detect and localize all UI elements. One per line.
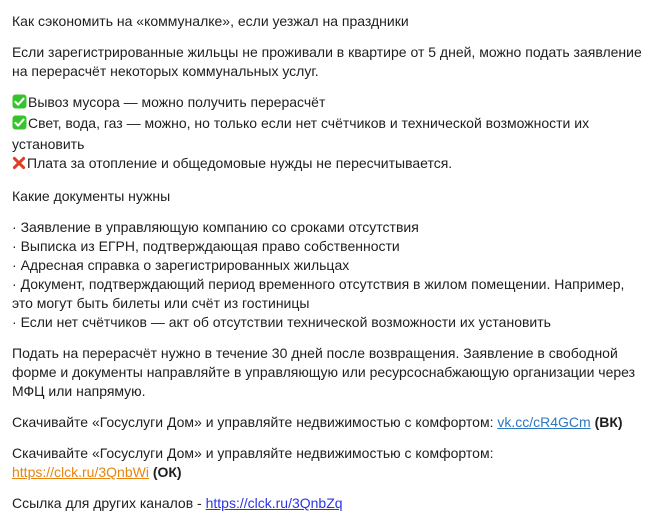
list-item-text: Адресная справка о зарегистрированных жильцах bbox=[20, 257, 350, 273]
checklist-item-text: Свет, вода, газ — можно, но только если нет счётчиков и технической возможности их установить bbox=[12, 115, 590, 152]
other-channels-line bbox=[12, 494, 647, 513]
bullet-dot: · bbox=[12, 238, 17, 254]
bullet-dot: · bbox=[12, 219, 17, 235]
deadline-paragraph: Подать на перерасчёт нужно в течение 30 дней после возвращения. Заявление в свободной форме и документы направляйте в управляющую или ресурсоснабжающую организации через МФЦ или напрямую. bbox=[12, 345, 636, 399]
post-title: Как сэкономить на «коммуналке», если уезжал на праздники bbox=[12, 13, 409, 29]
other-channels-text: Ссылка для других каналов - bbox=[12, 495, 202, 511]
ok-link[interactable]: https://clck.ru/3QnbWi bbox=[12, 464, 149, 480]
list-item-text: Если нет счётчиков — акт об отсутствии технической возможности их установить bbox=[20, 314, 551, 330]
docs-list bbox=[12, 218, 647, 332]
vk-label: (ВК) bbox=[594, 414, 623, 430]
bullet-dot: · bbox=[12, 257, 17, 273]
recalc-checklist bbox=[12, 93, 647, 175]
check-icon bbox=[12, 115, 27, 135]
list-item bbox=[12, 237, 647, 256]
checklist-item bbox=[12, 93, 647, 114]
list-item bbox=[12, 275, 647, 313]
bullet-dot: · bbox=[12, 314, 17, 330]
list-item bbox=[12, 256, 647, 275]
checklist-item-text: Плата за отопление и общедомовые нужды не пересчитывается. bbox=[27, 155, 453, 171]
bullet-dot: · bbox=[12, 276, 17, 292]
checklist-item bbox=[12, 154, 647, 175]
list-item-text: Выписка из ЕГРН, подтверждающая право собственности bbox=[20, 238, 400, 254]
vk-link[interactable]: vk.cc/cR4GCm bbox=[497, 414, 591, 430]
checklist-item bbox=[12, 114, 647, 154]
ok-label: (ОК) bbox=[152, 464, 182, 480]
promo-ok-line bbox=[12, 444, 647, 482]
checklist-item-text: Вывоз мусора — можно получить перерасчёт bbox=[28, 94, 326, 110]
intro-paragraph: Если зарегистрированные жильцы не проживали в квартире от 5 дней, можно подать заявление на перерасчёт некоторых коммунальных услуг. bbox=[12, 44, 642, 79]
other-channels-link[interactable]: https://clck.ru/3QnbZq bbox=[205, 495, 343, 511]
cross-icon bbox=[12, 156, 26, 175]
promo-vk-text: Скачивайте «Госуслуги Дом» и управляйте недвижимостью с комфортом: bbox=[12, 414, 494, 430]
list-item bbox=[12, 313, 647, 332]
check-icon bbox=[12, 94, 27, 114]
docs-heading: Какие документы нужны bbox=[12, 188, 171, 204]
promo-ok-text: Скачивайте «Госуслуги Дом» и управляйте недвижимостью с комфортом: bbox=[12, 445, 494, 461]
list-item-text: Заявление в управляющую компанию со сроками отсутствия bbox=[20, 219, 419, 235]
list-item-text: Документ, подтверждающий период временного отсутствия в жилом помещении. Например, это могут быть билеты или счёт из гостиницы bbox=[12, 276, 625, 311]
promo-vk-line bbox=[12, 413, 647, 432]
list-item bbox=[12, 218, 647, 237]
